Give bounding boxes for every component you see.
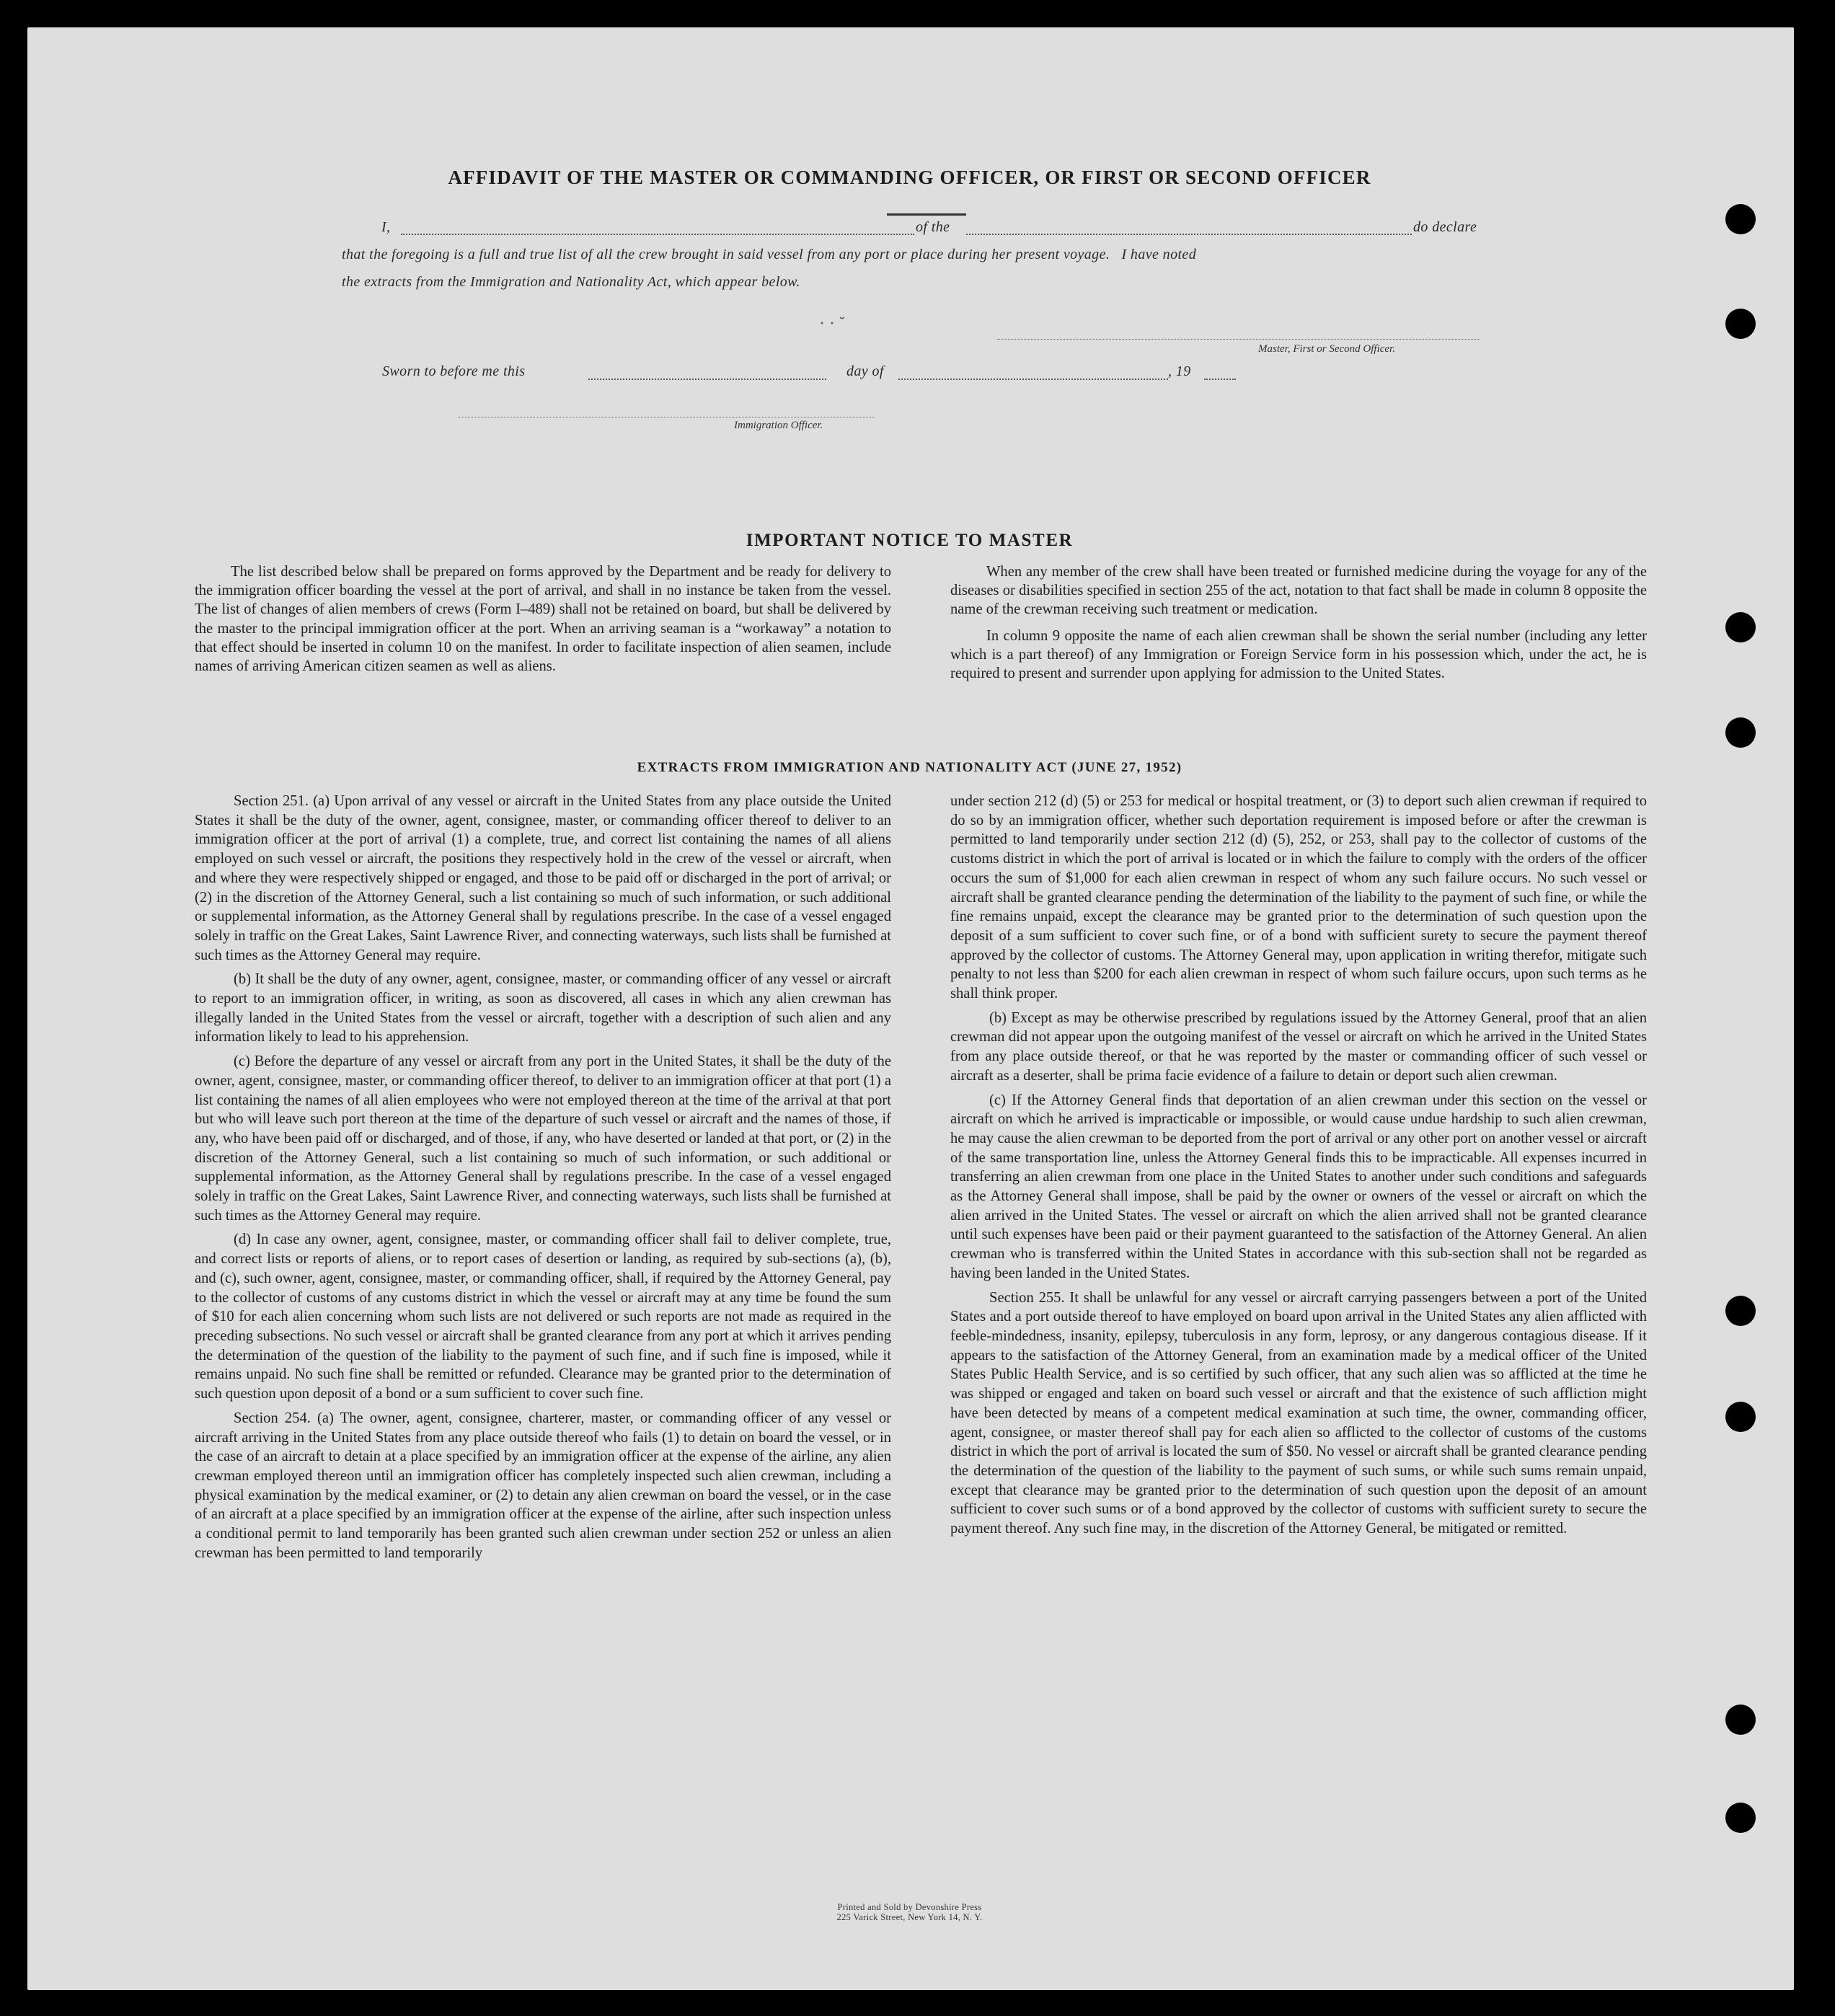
name-blank-line[interactable] bbox=[401, 234, 914, 235]
affidavit-i: I, bbox=[381, 219, 391, 235]
notice-right-column bbox=[950, 562, 1647, 683]
imprint-line-2: 225 Varick Street, New York 14, N. Y. bbox=[836, 1912, 983, 1922]
sworn-day-of: day of bbox=[846, 363, 884, 379]
section-paragraph: (d) In case any owner, agent, consignee, master, or commanding officer shall fail to deliver complete, true, and correct lists or reports of aliens, or to report cases of desertion or landing, as required by sub-sections (a), (b), and (c), such owner, agent, consignee, master, or commanding officer, shall, if required by the Attorney General, pay to the collector of customs of any customs district in which the vessel or aircraft may at any time be found the sum of $10 for each alien concerning whom such lists are not delivered or such reports are not made as required in the preceding subsections. No such vessel or aircraft shall be granted clearance from any port at which it arrives pending the determination of the question of the liability to the payment of such fine, and if such fine is imposed, while it remains unpaid. No such fine shall be remitted or refunded. Clearance may be granted prior to the determination of such question upon deposit of a bond or a sum sufficient to cover such fine. bbox=[195, 1232, 891, 1402]
notice-paragraph: The list described below shall be prepared on forms approved by the Department and be ready for delivery to the immigration officer boarding the vessel at the port of arrival, and shall in no instance be taken from the vessel. The list of changes of alien members of crews (Form I–489) shall not be retained on board, but shall be delivered by the master to the principal immigration officer at the port. When an arriving seaman is a “workaway” a notation to that effect should be inserted in column 10 on the manifest. In order to facilitate inspection of alien seamen, include names of arriving American citizen seamen as well as aliens. bbox=[195, 564, 891, 675]
section-paragraph: Section 254. (a) The owner, agent, consignee, charterer, master, or commanding officer of any vessel or aircraft arriving in the United States from any place outside thereof who fails (1) to detain on board the vessel, or in the case of an aircraft to detain at a place specified by an immigration officer at the expense of the airline, any alien crewman employed thereon until an immigration officer has completely inspected such alien crewman, including a physical examination by the medical examiner, or (2) to detain any alien crewman on board the vessel, or in the case of an aircraft at a place specified by an immigration officer at the expense of the airline, after such inspection unless a conditional permit to land temporarily has been granted such alien crewman under section 252 or unless an alien crewman has been permitted to land temporarily bbox=[195, 1410, 891, 1561]
notice-paragraph: In column 9 opposite the name of each alien crewman shall be shown the serial number (including any letter which is a part thereof) of any Immigration or Foreign Service form in his possession which, under the act, he is required to present and surrender upon applying for admission to the United States. bbox=[950, 627, 1647, 682]
imprint-line-1: Printed and Sold by Devonshire Press bbox=[837, 1902, 982, 1912]
section-paragraph: (c) Before the departure of any vessel or aircraft from any port in the United States, it shall be the duty of the owner, agent, consignee, master, or commanding officer thereof, to deliver to an immigration officer at that port (1) a list containing the names of all alien employees who were not employed thereon at the time of the arrival at that port but who will leave such port thereon at the time of the departure of such vessel or aircraft and the names of those, if any, who have been paid off or discharged, and of those, if any, who have deserted or landed at that port, or (2) in the discretion of the Attorney General, such a list containing so much of such information, or such additional or supplemental information, as the Attorney General shall by regulations prescribe. In the case of a vessel engaged solely in traffic on the Great Lakes, Saint Lawrence River, and connecting waterways, such lists shall be furnished at such times as the Attorney General may require. bbox=[195, 1053, 891, 1224]
sworn-text: Sworn to before me this bbox=[382, 363, 526, 379]
master-signature-line[interactable] bbox=[997, 339, 1480, 340]
affidavit-of-the: of the bbox=[916, 219, 950, 235]
binder-hole bbox=[1725, 1705, 1756, 1735]
affidavit-title: AFFIDAVIT OF THE MASTER OR COMMANDING OFFICER, OR FIRST OR SECOND OFFICER bbox=[448, 167, 1371, 188]
extracts-title: EXTRACTS FROM IMMIGRATION AND NATIONALITY ACT (JUNE 27, 1952) bbox=[637, 760, 1182, 775]
title-rule bbox=[887, 213, 966, 216]
binder-hole bbox=[1725, 309, 1756, 339]
notice-title: IMPORTANT NOTICE TO MASTER bbox=[746, 531, 1074, 550]
binder-hole bbox=[1725, 1803, 1756, 1833]
printer-imprint bbox=[27, 1902, 1792, 1922]
master-signature-label: Master, First or Second Officer. bbox=[1258, 343, 1395, 355]
section-paragraph: (c) If the Attorney General finds that deportation of an alien crewman under this section on the vessel or aircraft on which he arrived is impracticable or impossible, or would cause undue hardship to such alien crewman, he may cause the alien crewman to be deported from the port of arrival or any other port on another vessel or aircraft of the same transportation line, unless the Attorney General finds this to be impracticable. All expenses incurred in transferring an alien crewman from one place in the United States to another under such conditions and safeguards as the Attorney General shall impose, shall be paid by the owner or owners of the vessel or aircraft on which the alien arrived in the United States. The vessel or aircraft on which the alien arrived shall not be granted clearance until such expenses have been paid or their payment guaranteed to the satisfaction of the Attorney General. An alien crewman who is transferred within the United States in accordance with this sub-section shall not be regarded as having been landed in the United States. bbox=[950, 1092, 1647, 1281]
sworn-year: , 19 bbox=[1168, 363, 1191, 379]
binder-hole bbox=[1725, 1402, 1756, 1432]
document-page bbox=[27, 27, 1794, 1990]
stray-mark: · · ˘ bbox=[819, 314, 845, 333]
section-paragraph: (b) It shall be the duty of any owner, agent, consignee, master, or commanding officer of any vessel or aircraft to report to an immigration officer, in writing, as soon as discovered, all cases in which any alien crewman has illegally landed in the United States from the vessel or aircraft, together with a description of such alien and any information likely to lead to his apprehension. bbox=[195, 971, 891, 1045]
extracts-left-column bbox=[195, 792, 891, 1562]
officer-signature-label: Immigration Officer. bbox=[734, 420, 823, 431]
sworn-date-blank[interactable] bbox=[588, 379, 826, 380]
binder-hole bbox=[1725, 204, 1756, 234]
vessel-blank-line[interactable] bbox=[966, 234, 1412, 235]
section-paragraph: under section 212 (d) (5) or 253 for medical or hospital treatment, or (3) to deport such alien crewman if required to do so by an immigration officer, whether such deportation requirement is imposed before or after the crewman is permitted to land temporarily under section 212 (d) (5), 252, or 253, shall pay to the collector of customs of the customs district in which the port of arrival is located or in which the failure to comply with the orders of the officer occurs the sum of $1,000 for each alien crewman in respect of whom any such failure occurs. No such vessel or aircraft shall be granted clearance pending the determination of the liability to the payment of such fine, or while the fine remains unpaid, except the clearance may be granted prior to the determination of such question upon the deposit of a sum sufficient to cover such fine, or of a bond with sufficient surety to secure the payment thereof approved by the collector of customs. The Attorney General may, upon application in writing therefor, mitigate such penalty to not less than $200 for each alien crewman in respect of whom such failure occurs, upon such terms as he shall think proper. bbox=[950, 793, 1647, 1002]
binder-hole bbox=[1725, 612, 1756, 642]
affidavit-declare: do declare bbox=[1413, 219, 1477, 235]
affidavit-line-2: that the foregoing is a full and true list of all the crew brought in said vessel from any port or place during her present voyage. I have noted bbox=[342, 247, 1197, 262]
section-paragraph: Section 255. It shall be unlawful for any vessel or aircraft carrying passengers between a port of the United States and a port outside thereof to have employed on board upon arrival in the United States any alien afflicted with feeble-mindedness, insanity, epilepsy, tuberculosis in any form, leprosy, or any dangerous contagious disease. If it appears to the satisfaction of the Attorney General, from an examination made by a medical officer of the United States Public Health Service, and is so certified by such officer, that any such alien was so afflicted at the time he was shipped or engaged and taken on board such vessel or aircraft and that the existence of such affliction might have been detected by means of a competent medical examination at such time, the owner, commanding officer, agent, consignee, or master thereof shall pay for each alien so afflicted to the collector of customs of the customs district in which the port of arrival is located the sum of $50. No vessel or aircraft shall be granted clearance pending the determination of the question of the liability to the payment of such sums, or while such sums remain unpaid, except that clearance may be granted prior to the determination of such question upon the deposit of an amount sufficient to cover such sums or of a bond approved by the collector of customs with sufficient surety to secure the payment thereof. Any such fine may, in the discretion of the Attorney General, be mitigated or remitted. bbox=[950, 1289, 1647, 1537]
sworn-year-blank[interactable] bbox=[1204, 379, 1236, 380]
binder-hole bbox=[1725, 717, 1756, 748]
section-paragraph: Section 251. (a) Upon arrival of any vessel or aircraft in the United States from any place outside the United States it shall be the duty of the owner, agent, consignee, master, or commanding officer thereof to deliver to an immigration officer at the port of arrival (1) a complete, true, and correct list containing the names of all aliens employed on such vessel or aircraft, the positions they respectively hold in the crew of the vessel or aircraft, when and where they were respectively shipped or engaged, and those to be paid off or discharged in the port of arrival; or (2) in the discretion of the Attorney General, such a list containing so much of such information, or such additional or supplemental information, as the Attorney General shall by regulations prescribe. In the case of a vessel engaged solely in traffic on the Great Lakes, Saint Lawrence River, and connecting waterways, such lists shall be furnished at such times as the Attorney General may require. bbox=[195, 793, 891, 963]
section-paragraph: (b) Except as may be otherwise prescribed by regulations issued by the Attorney General, proof that an alien crewman did not appear upon the outgoing manifest of the vessel or aircraft on which he arrived in the United States from any place outside thereof, or that he was reported by the master or commanding officer of such vessel or aircraft as a deserter, shall be prima facie evidence of a failure to detain or deport such alien crewman. bbox=[950, 1009, 1647, 1084]
extracts-right-column bbox=[950, 792, 1647, 1539]
notice-paragraph: When any member of the crew shall have been treated or furnished medicine during the voyage for any of the diseases or disabilities specified in section 255 of the act, notation to that fact shall be made in column 8 opposite the name of the crewman receiving such treatment or medication. bbox=[950, 564, 1647, 618]
sworn-month-blank[interactable] bbox=[898, 379, 1168, 380]
notice-left-column bbox=[195, 562, 891, 676]
affidavit-line-3: the extracts from the Immigration and Nationality Act, which appear below. bbox=[342, 274, 800, 290]
binder-hole bbox=[1725, 1296, 1756, 1326]
